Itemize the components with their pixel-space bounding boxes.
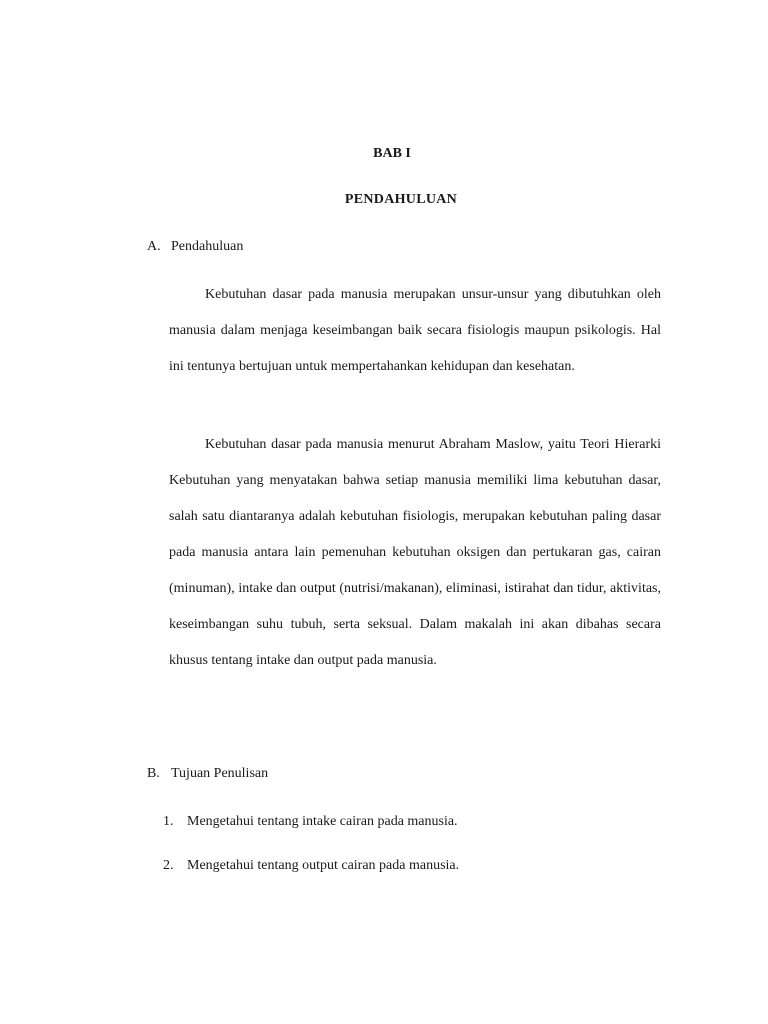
list-number: 1.: [163, 814, 174, 829]
section-heading-tujuan-penulisan: [147, 766, 268, 782]
section-title: Pendahuluan: [171, 239, 244, 254]
chapter-title: PENDAHULUAN: [344, 192, 458, 207]
list-item: [163, 811, 459, 855]
chapter-label: BAB I: [373, 146, 411, 161]
goal-list: [163, 811, 459, 899]
section-letter: A.: [147, 239, 161, 254]
list-text: Mengetahui tentang output cairan pada manusia.: [187, 858, 460, 873]
body-paragraph: Kebutuhan dasar pada manusia merupakan unsur-unsur yang dibutuhkan oleh manusia dalam menjaga keseimbangan baik secara fisiologis maupun psikologis. Hal ini tentunya bertujuan untuk mempertahankan kehidupan dan kesehatan.: [169, 287, 661, 374]
list-item: [163, 855, 459, 899]
section-heading-pendahuluan: [147, 239, 243, 255]
list-number: 2.: [163, 858, 174, 873]
section-title: Tujuan Penulisan: [171, 766, 269, 781]
list-text: Mengetahui tentang intake cairan pada manusia.: [187, 814, 458, 829]
body-paragraph: Kebutuhan dasar pada manusia menurut Abraham Maslow, yaitu Teori Hierarki Kebutuhan yang menyatakan bahwa setiap manusia memiliki lima kebutuhan dasar, salah satu diantaranya adalah kebutuhan fisiologis, merupakan kebutuhan paling dasar pada manusia antara lain pemenuhan kebutuhan oksigen dan pertukaran gas, cairan (minuman), intake dan output (nutrisi/makanan), eliminasi, istirahat dan tidur, aktivitas, keseimbangan suhu tubuh, serta seksual. Dalam makalah ini akan dibahas secara khusus tentang intake dan output pada manusia.: [169, 437, 661, 668]
section-letter: B.: [147, 766, 160, 781]
